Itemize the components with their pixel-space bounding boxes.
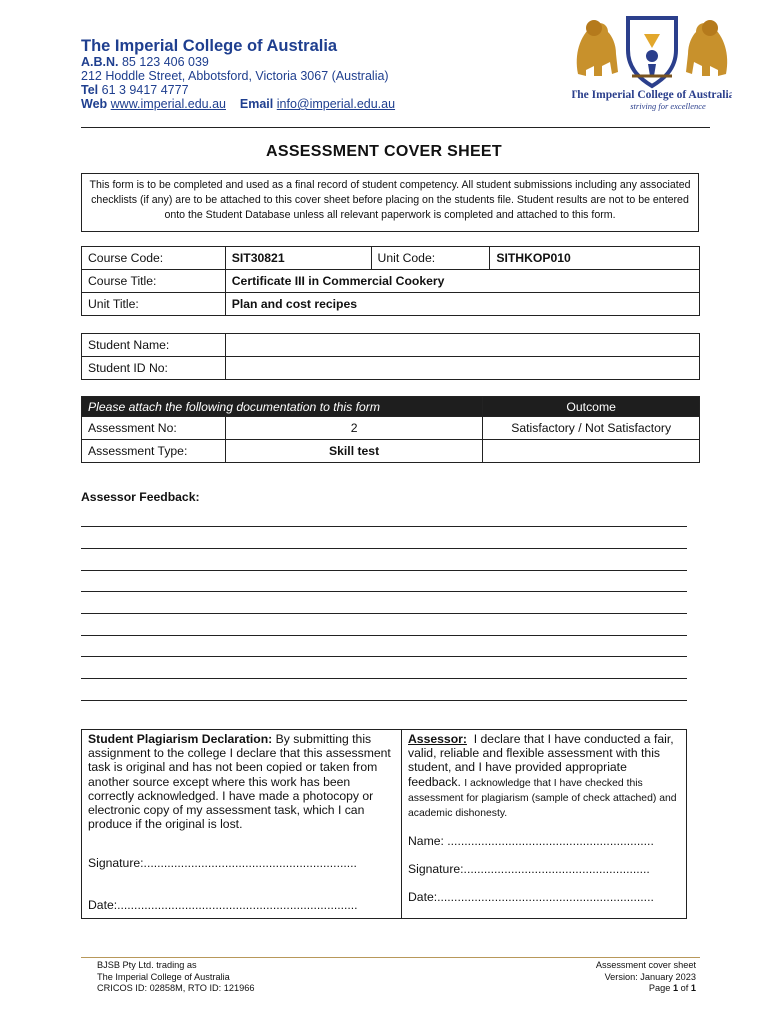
course-title-label: Course Title:	[82, 270, 226, 293]
unit-code-label: Unit Code:	[371, 247, 490, 270]
assessment-type-value: Skill test	[225, 440, 482, 463]
assessor-declaration-text: I declare that I have conducted a fair, valid, reliable and flexible assessment with this student, and I have provided appropriate feedback.	[408, 732, 674, 789]
feedback-line[interactable]	[81, 656, 687, 657]
student-table	[81, 333, 700, 380]
student-declaration-heading: Student Plagiarism Declaration:	[88, 732, 273, 746]
student-signature-field[interactable]: Signature:...............................................................	[88, 856, 357, 870]
declaration-box	[81, 729, 687, 919]
assessor-date-field[interactable]: Date:................................................................	[408, 890, 654, 904]
student-id-label: Student ID No:	[82, 357, 226, 380]
course-code-label: Course Code:	[82, 247, 226, 270]
table-row	[82, 270, 700, 293]
intro-notice: This form is to be completed and used as a final record of student competency. All student submissions including any associated checklists (if any) are to be attached to this cover sheet before placing on the students file. Student results are not to be entered onto the Student Database unless all relevant paperwork is completed and attached to this form.	[81, 173, 699, 232]
table-row	[82, 247, 700, 270]
student-name-label: Student Name:	[82, 334, 226, 357]
table-row	[82, 417, 700, 440]
footer-divider	[81, 957, 700, 958]
web-label: Web	[81, 97, 108, 111]
footer-college: The Imperial College of Australia	[97, 971, 230, 982]
tel-label: Tel	[81, 83, 99, 97]
web-email-line	[81, 97, 395, 111]
feedback-line[interactable]	[81, 570, 687, 571]
feedback-line[interactable]	[81, 700, 687, 701]
tel-value: 61 3 9417 4777	[101, 83, 189, 97]
student-name-field[interactable]	[225, 334, 699, 357]
course-code-value: SIT30821	[225, 247, 371, 270]
abn-label: A.B.N.	[81, 55, 119, 69]
crest-icon	[572, 14, 732, 114]
feedback-line[interactable]	[81, 548, 687, 549]
assessment-no-value: 2	[225, 417, 482, 440]
table-row	[82, 357, 700, 380]
footer-company: BJSB Pty Ltd. trading as	[97, 960, 197, 970]
college-logo	[572, 14, 732, 114]
feedback-line[interactable]	[81, 526, 687, 527]
documentation-header: Please attach the following documentation to this form	[82, 397, 483, 417]
student-declaration	[82, 730, 402, 918]
assessor-plagiarism-note: I acknowledge that I have checked this assessment for plagiarism (sample of check attached) and academic dishonesty.	[408, 777, 677, 819]
feedback-line[interactable]	[81, 591, 687, 592]
footer-doc-name: Assessment cover sheet	[595, 960, 696, 970]
assessment-table	[81, 396, 700, 463]
course-table	[81, 246, 700, 316]
assessor-heading: Assessor:	[408, 732, 467, 746]
table-row	[82, 334, 700, 357]
abn-value: 85 123 406 039	[121, 55, 209, 69]
assessment-type-label: Assessment Type:	[82, 440, 226, 463]
assessor-name-field[interactable]: Name: .............................................................	[408, 834, 654, 848]
address: 212 Hoddle Street, Abbotsford, Victoria 3067 (Australia)	[81, 69, 389, 83]
student-declaration-text: By submitting this assignment to the college I declare that this assessment task is original and has not been copied or taken from another source except where this work has been correctly acknowledged. I have made a photocopy or electronic copy of my assessment task, which I can produce if the original is lost.	[88, 732, 391, 832]
outcome-empty-cell	[483, 440, 700, 463]
course-title-value: Certificate III in Commercial Cookery	[225, 270, 699, 293]
assessor-declaration	[402, 730, 686, 918]
footer-left	[97, 960, 254, 995]
feedback-line[interactable]	[81, 635, 687, 636]
abn-line	[81, 55, 209, 69]
outcome-value[interactable]: Satisfactory / Not Satisfactory	[483, 417, 700, 440]
table-row	[82, 440, 700, 463]
page-number: Page 1 of 1	[648, 983, 696, 993]
footer-ids: CRICOS ID: 02858M, RTO ID: 121966	[97, 983, 255, 993]
email-label: Email	[239, 97, 274, 111]
assessor-feedback-label: Assessor Feedback:	[81, 490, 200, 504]
table-header-row	[82, 397, 700, 417]
student-id-field[interactable]	[225, 357, 699, 380]
email-link[interactable]: info@imperial.edu.au	[276, 97, 396, 111]
header-divider	[81, 127, 710, 128]
web-link[interactable]: www.imperial.edu.au	[110, 97, 226, 111]
svg-text:The Imperial College of Austra: The Imperial College of Australia	[572, 89, 732, 101]
unit-code-value: SITHKOP010	[490, 247, 700, 270]
college-name: The Imperial College of Australia	[81, 37, 338, 55]
footer-version: Version: January 2023	[604, 971, 696, 982]
unit-title-value: Plan and cost recipes	[225, 293, 699, 316]
assessment-no-label: Assessment No:	[82, 417, 226, 440]
feedback-line[interactable]	[81, 678, 687, 679]
outcome-header: Outcome	[483, 397, 700, 417]
footer-right	[540, 960, 696, 995]
svg-text:striving for excellence: striving for excellence	[630, 101, 706, 111]
table-row	[82, 293, 700, 316]
feedback-line[interactable]	[81, 613, 687, 614]
tel-line	[81, 83, 189, 97]
page-title: ASSESSMENT COVER SHEET	[266, 143, 502, 160]
unit-title-label: Unit Title:	[82, 293, 226, 316]
assessor-signature-field[interactable]: Signature:.......................................................	[408, 862, 650, 876]
student-date-field[interactable]: Date:.......................................................................	[88, 898, 358, 912]
